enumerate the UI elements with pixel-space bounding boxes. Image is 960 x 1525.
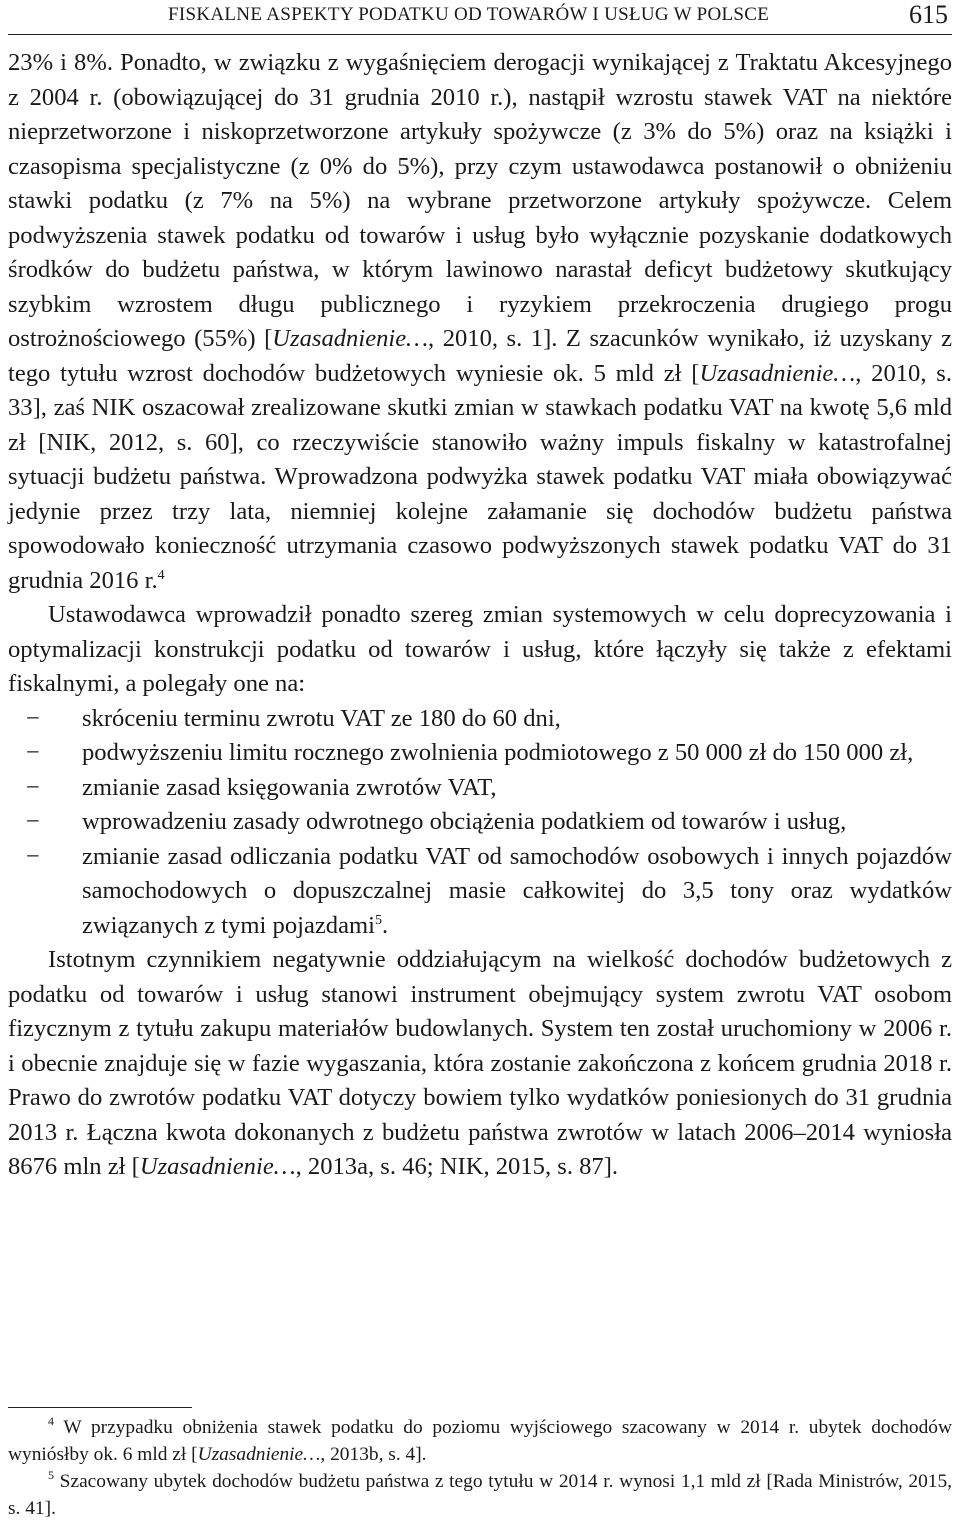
paragraph-vat-rates <box>8 46 952 598</box>
footnote-text: , 2013b, s. 4]. <box>320 1444 427 1465</box>
list-item-text: wprowadzeniu zasady odwrotnego obciążenia podatkiem od towarów i usług, <box>82 808 847 835</box>
dash-bullet: − <box>26 739 40 766</box>
paragraph-text: 23% i 8%. Ponadto, w związku z wygaśnięciem derogacji wynikającej z Traktatu Akcesyjnego z 2004 r. (obowiązującej do 31 grudnia 2010 r.), nastąpił wzrostu stawek VAT na niektóre nieprzetworzone i niskoprzetworzone artykuły spożywcze (z 3% do 5%) oraz na książki i czasopisma specjalistyczne (z 0% do 5%), przy czym ustawodawca postanowił o obniżeniu stawki podatku (z 7% na 5%) na wybrane przetworzone artykuły spożywcze. Celem podwyższenia stawek podatku od towarów i usług było wyłącznie pozyskanie dodatkowych środków do budżetu państwa, w którym lawinowo narastał deficyt budżetowy skutkujący szybkim wzrostem długu publicznego i ryzykiem przekroczenia drugiego progu ostrożnościowego (55%) [ <box>8 49 952 352</box>
list-item-text: zmianie zasad księgowania zwrotów VAT, <box>82 773 497 801</box>
footnote-5 <box>8 1468 952 1522</box>
footnote-ref[interactable]: 4 <box>157 567 165 583</box>
paragraph-text: , 2010, s. 33], zaś NIK oszacował zrealizowane skutki zmian w stawkach podatku VAT na kwotę 5,6 mld zł [NIK, 2012, s. 60], co rzeczywiście stanowiło ważny impuls fiskalny w katastrofalnej sytuacji budżetu państwa. Wprowadzona podwyżka stawek podatku VAT miała obowiązywać jedynie przez trzy lata, niemniej kolejne załamanie się dochodów budżetu państwa spowodowało konieczność utrzymania czasowo podwyższonych stawek podatku VAT do 31 grudnia 2016 r. <box>8 359 952 594</box>
citation-italic: Uzasadnienie… <box>272 325 429 352</box>
footnote-text: Szacowany ubytek dochodów budżetu państwa z tego tytułu w 2014 r. wynosi 1,1 mld zł [Rada Ministrów, 2015, s. 41]. <box>8 1471 952 1519</box>
main-text <box>8 46 952 1185</box>
citation-italic: Uzasadnienie… <box>197 1444 321 1465</box>
list-item <box>8 736 952 771</box>
footnote-number: 4 <box>48 1414 54 1428</box>
list-item <box>8 840 952 944</box>
list-item-text: zmianie zasad odliczania podatku VAT od samochodów osobowych i innych pojazdów samochodowych o dopuszczalnej masie całkowitej do 3,5 tony oraz wydatków związanych z tymi pojazdami <box>82 842 952 939</box>
paragraph-text: , 2013a, s. 46; NIK, 2015, s. 87]. <box>295 1153 619 1180</box>
footnote-ref[interactable]: 5 <box>374 912 382 928</box>
citation-italic: Uzasadnienie… <box>699 359 856 387</box>
page-number: 615 <box>909 0 948 29</box>
running-header-title: FISKALNE ASPEKTY PODATKU OD TOWARÓW I USŁUG W POLSCE <box>168 4 770 25</box>
footnotes <box>8 1407 952 1522</box>
footnote-4 <box>8 1414 952 1468</box>
paragraph-text: , 2010, s. 1]. Z szacunków wynikało, iż uzyskany z tego tytułu wzrost dochodów budżetowych wyniesie ok. 5 mld zł [ <box>8 325 952 387</box>
running-header <box>8 0 952 35</box>
dash-bullet: − <box>26 842 40 870</box>
paragraph-vat-refunds <box>8 943 952 1185</box>
list-item <box>8 702 952 737</box>
dash-bullet: − <box>26 808 40 835</box>
footnote-text: W przypadku obniżenia stawek podatku do poziomu wyjściowego szacowany w 2014 r. ubytek dochodów wyniósłby ok. 6 mld zł [ <box>8 1417 952 1465</box>
list-item-end: . <box>381 911 389 939</box>
dash-bullet: − <box>26 773 40 801</box>
list-item-text: podwyższeniu limitu rocznego zwolnienia podmiotowego z 50 000 zł do 150 000 zł, <box>82 739 914 766</box>
citation-italic: Uzasadnienie… <box>139 1153 296 1180</box>
dash-bullet: − <box>26 704 40 732</box>
list-item-text: skróceniu terminu zwrotu VAT ze 180 do 60 dni, <box>82 704 561 732</box>
footnote-number: 5 <box>48 1468 54 1482</box>
paragraph-text: Istotnym czynnikiem negatywnie oddziałującym na wielkość dochodów budżetowych z podatku od towarów i usług stanowi instrument obejmujący system zwrotu VAT osobom fizycznym z tytułu zakupu materiałów budowlanych. System ten został uruchomiony w 2006 r. i obecnie znajduje się w fazie wygaszania, która zostanie zakończona z końcem grudnia 2018 r. Prawo do zwrotów podatku VAT dotyczy bowiem tylko wydatków poniesionych do 31 grudnia 2013 r. Łączna kwota dokonanych z budżetu państwa zwrotów w latach 2006–2014 wyniosła 8676 mln zł [ <box>8 946 952 1180</box>
list-item <box>8 805 952 840</box>
changes-list <box>8 702 952 944</box>
footnote-divider <box>8 1407 192 1408</box>
list-item <box>8 771 952 806</box>
paragraph-system-changes: Ustawodawca wprowadził ponadto szereg zmian systemowych w celu doprecyzowania i optymalizacji konstrukcji podatku od towarów i usług, które łączyły się także z efektami fiskalnymi, a polegały one na: <box>8 601 952 697</box>
